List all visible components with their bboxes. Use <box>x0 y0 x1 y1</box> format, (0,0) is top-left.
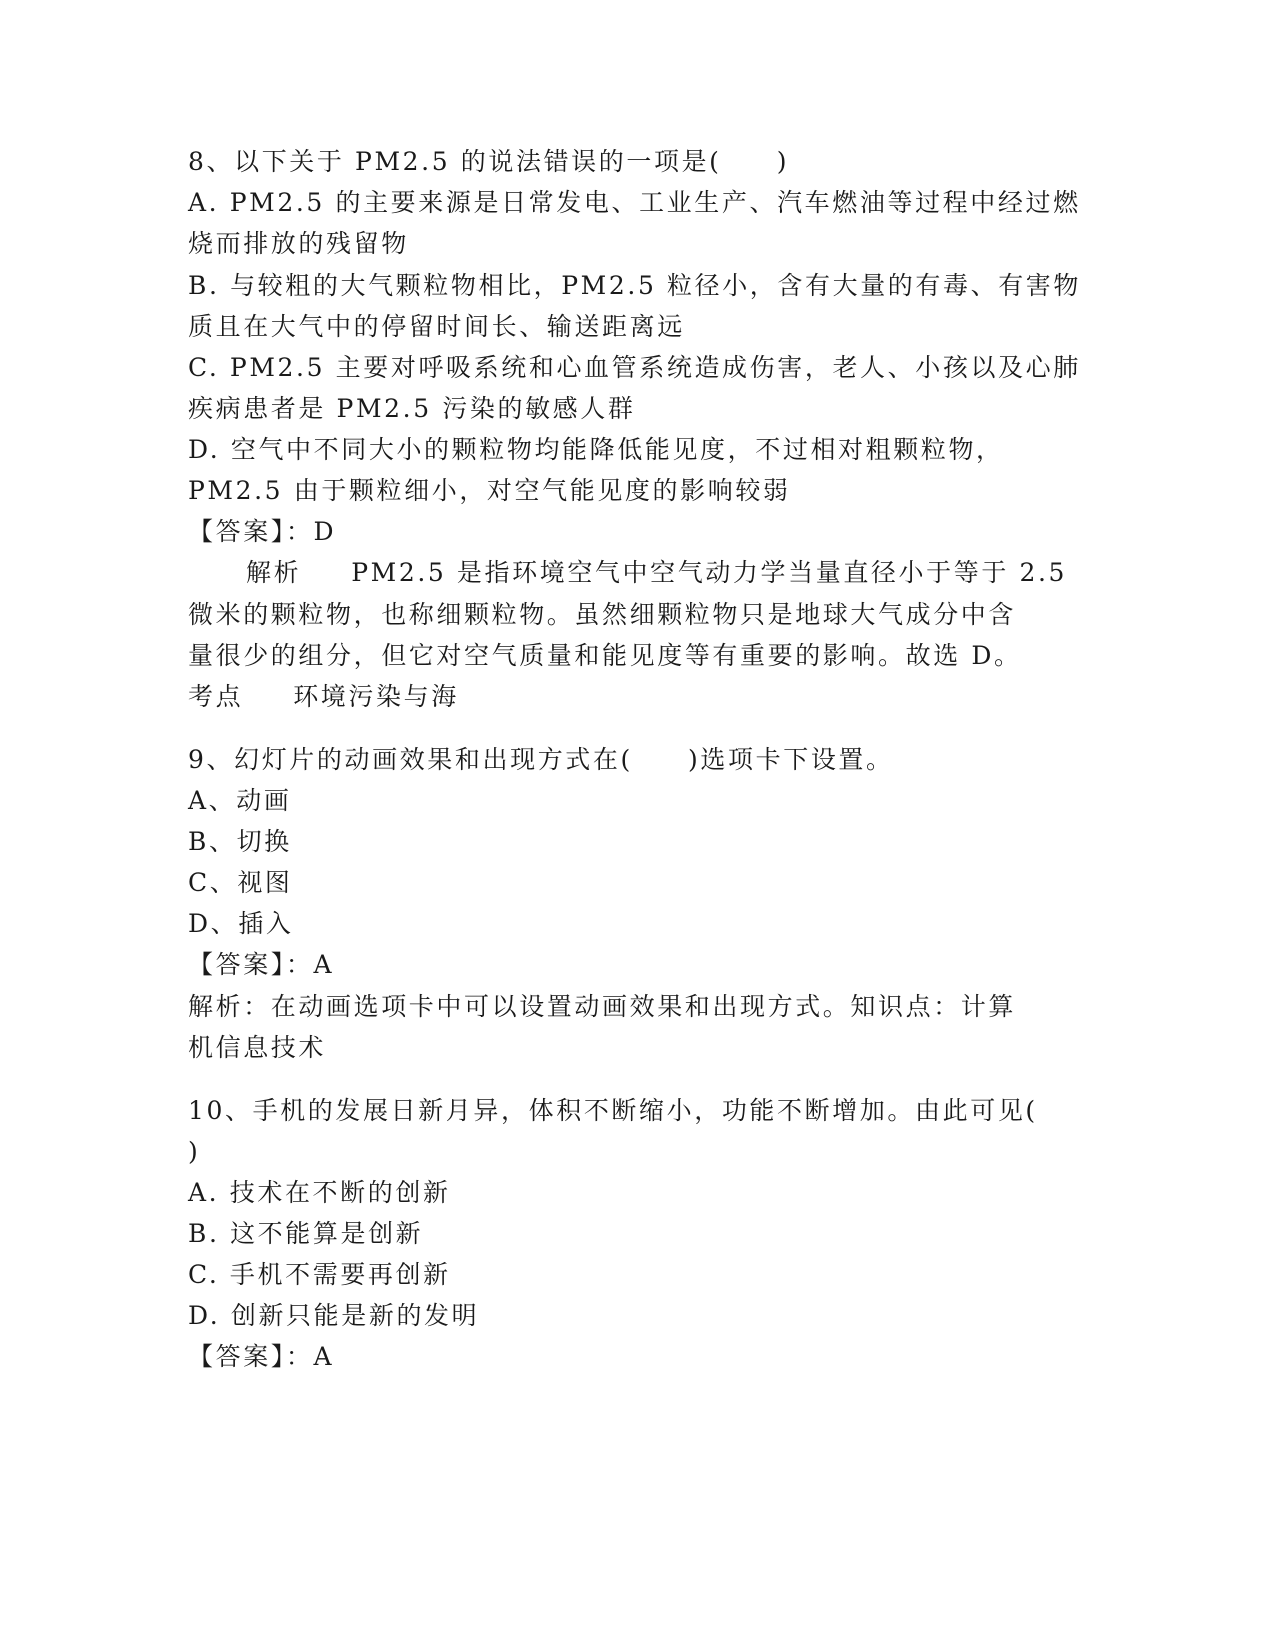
q10-option-c: C. 手机不需要再创新 <box>188 1260 451 1289</box>
q10-stem-line1: 10、手机的发展日新月异，体积不断缩小，功能不断增加。由此可见( <box>188 1096 1038 1125</box>
q8-analysis-line2: 微米的颗粒物，也称细颗粒物。虽然细颗粒物只是地球大气成分中含 <box>188 600 1017 629</box>
q8-stem: 8、以下关于 PM2.5 的说法错误的一项是( ) <box>188 147 790 176</box>
q10-option-d: D. 创新只能是新的发明 <box>188 1301 480 1330</box>
q9-analysis-line2: 机信息技术 <box>188 1033 327 1062</box>
q9-option-d: D、插入 <box>188 909 294 938</box>
q8-analysis-text: PM2.5 是指环境空气中空气动力学当量直径小于等于 2.5 <box>351 558 1068 587</box>
q10-option-a: A. 技术在不断的创新 <box>188 1178 451 1207</box>
q8-option-d-line2: PM2.5 由于颗粒细小，对空气能见度的影响较弱 <box>188 476 791 505</box>
q10-stem-line2: ) <box>188 1137 201 1166</box>
q8-knowledge-point <box>188 680 459 714</box>
q8-option-a-line1: A. PM2.5 的主要来源是日常发电、工业生产、汽车燃油等过程中经过燃 <box>188 188 1081 217</box>
q8-option-a-line2: 烧而排放的残留物 <box>188 229 409 258</box>
q8-option-d-line1: D. 空气中不同大小的颗粒物均能降低能见度，不过相对粗颗粒物， <box>188 435 1004 464</box>
q9-option-c: C、视图 <box>188 868 293 897</box>
q8-option-b-line1: B. 与较粗的大气颗粒物相比，PM2.5 粒径小，含有大量的有毒、有害物 <box>188 271 1081 300</box>
q8-analysis-line1 <box>246 556 1067 590</box>
q8-option-c-line2: 疾病患者是 PM2.5 污染的敏感人群 <box>188 394 636 423</box>
q8-option-b-line2: 质且在大气中的停留时间长、输送距离远 <box>188 312 685 341</box>
q9-stem: 9、幻灯片的动画效果和出现方式在( )选项卡下设置。 <box>188 745 894 774</box>
q8-point-label: 考点 <box>188 682 244 711</box>
q8-option-c-line1: C. PM2.5 主要对呼吸系统和心血管系统造成伤害，老人、小孩以及心肺 <box>188 353 1081 382</box>
q9-option-b: B、切换 <box>188 827 292 856</box>
q9-option-a: A、动画 <box>188 786 292 815</box>
q10-answer: 【答案】：A <box>188 1342 335 1371</box>
q8-analysis-label: 解析 <box>246 558 302 587</box>
q8-answer: 【答案】：D <box>188 517 337 546</box>
q9-answer: 【答案】：A <box>188 950 335 979</box>
q8-point-text: 环境污染与海 <box>293 682 459 711</box>
q10-option-b: B. 这不能算是创新 <box>188 1219 424 1248</box>
q8-analysis-line3: 量很少的组分，但它对空气质量和能见度等有重要的影响。故选 D。 <box>188 641 1022 670</box>
q9-analysis-line1: 解析：在动画选项卡中可以设置动画效果和出现方式。知识点：计算 <box>188 992 1017 1021</box>
